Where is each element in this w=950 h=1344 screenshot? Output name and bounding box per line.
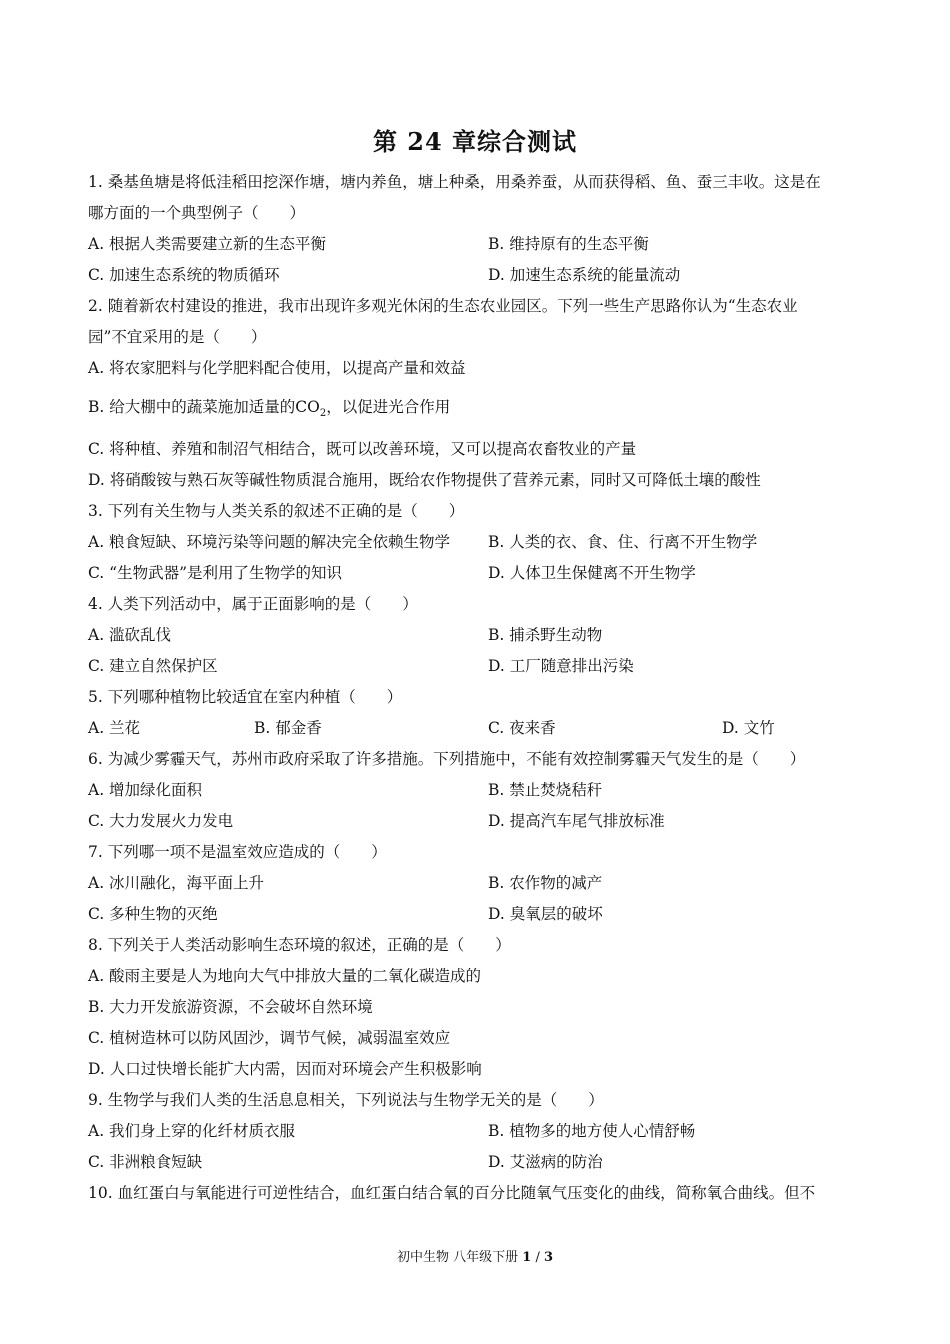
question-3-option-d: D. 人体卫生保健离不开生物学	[488, 564, 696, 582]
question-1-stem-line-2: 哪方面的一个典型例子（ ）	[88, 204, 306, 222]
question-4-stem: 4. 人类下列活动中，属于正面影响的是（ ）	[88, 595, 418, 613]
footer-subject: 初中生物 八年级下册	[396, 1250, 519, 1265]
question-1-option-b: B. 维持原有的生态平衡	[488, 235, 649, 253]
page-title: 第 24 章综合测试	[372, 127, 578, 156]
question-7-stem: 7. 下列哪一项不是温室效应造成的（ ）	[88, 843, 387, 861]
question-1-option-d: D. 加速生态系统的能量流动	[488, 266, 681, 284]
page-footer	[0, 1246, 950, 1265]
question-6-option-a: A. 增加绿化面积	[88, 781, 203, 799]
question-5-option-d: D. 文竹	[722, 719, 775, 737]
question-2-option-b	[88, 397, 450, 424]
question-1-option-a: A. 根据人类需要建立新的生态平衡	[88, 235, 327, 253]
question-8-option-b: B. 大力开发旅游资源，不会破坏自然环境	[88, 998, 373, 1016]
question-6-option-c: C. 大力发展火力发电	[88, 812, 234, 830]
question-2-option-b-tail: ，以促进光合作用	[326, 398, 451, 416]
question-2-option-b-text: B. 给大棚中的蔬菜施加适量的CO	[88, 398, 320, 416]
question-3-option-a: A. 粮食短缺、环境污染等问题的解决完全依赖生物学	[88, 533, 451, 551]
question-7-option-c: C. 多种生物的灭绝	[88, 905, 218, 923]
question-10-stem: 10. 血红蛋白与氧能进行可逆性结合，血红蛋白结合氧的百分比随氧气压变化的曲线，简称氧合曲线。但不	[88, 1184, 816, 1202]
question-9-option-c: C. 非洲粮食短缺	[88, 1153, 203, 1171]
footer-separator: /	[531, 1250, 544, 1265]
question-9-option-a: A. 我们身上穿的化纤材质衣服	[88, 1122, 296, 1140]
question-6-stem: 6. 为减少雾霾天气，苏州市政府采取了许多措施。下列措施中，不能有效控制雾霾天气发生的是（ ）	[88, 750, 806, 768]
question-5-stem: 5. 下列哪种植物比较适宜在室内种植（ ）	[88, 688, 403, 706]
question-2-stem-line-1: 2. 随着新农村建设的推进，我市出现许多观光休闲的生态农业园区。下列一些生产思路你认为“生态农业	[88, 297, 798, 315]
question-2-stem-line-2: 园”不宜采用的是（ ）	[88, 328, 267, 346]
question-6-option-b: B. 禁止焚烧秸秆	[488, 781, 603, 799]
question-9-option-b: B. 植物多的地方使人心情舒畅	[488, 1122, 696, 1140]
question-8-option-d: D. 人口过快增长能扩大内需，因而对环境会产生积极影响	[88, 1060, 482, 1078]
question-5-option-c: C. 夜来香	[488, 719, 556, 737]
question-9-stem: 9. 生物学与我们人类的生活息息相关，下列说法与生物学无关的是（ ）	[88, 1091, 604, 1109]
question-6-option-d: D. 提高汽车尾气排放标准	[488, 812, 665, 830]
question-5-option-a: A. 兰花	[88, 719, 141, 737]
co2-subscript: 2	[319, 408, 327, 420]
question-3-option-c: C. “生物武器”是利用了生物学的知识	[88, 564, 343, 582]
question-1-option-c: C. 加速生态系统的物质循环	[88, 266, 280, 284]
question-2-option-a: A. 将农家肥料与化学肥料配合使用，以提高产量和效益	[88, 359, 466, 377]
question-4-option-a: A. 滥砍乱伐	[88, 626, 172, 644]
question-8-stem: 8. 下列关于人类活动影响生态环境的叙述，正确的是（ ）	[88, 936, 511, 954]
question-1-stem-line-1: 1. 桑基鱼塘是将低洼稻田挖深作塘，塘内养鱼，塘上种桑，用桑养蚕，从而获得稻、鱼、蚕三丰收。这是在	[88, 173, 821, 191]
question-4-option-c: C. 建立自然保护区	[88, 657, 218, 675]
footer-page-total: 3	[543, 1250, 554, 1265]
question-3-stem: 3. 下列有关生物与人类关系的叙述不正确的是（ ）	[88, 502, 465, 520]
footer-page-number: 1	[522, 1250, 532, 1265]
question-3-option-b: B. 人类的衣、食、住、行离不开生物学	[488, 533, 758, 551]
question-7-option-b: B. 农作物的减产	[488, 874, 603, 892]
question-2-option-d: D. 将硝酸铵与熟石灰等碱性物质混合施用，既给农作物提供了营养元素，同时又可降低土壤的酸性	[88, 471, 761, 489]
question-8-option-c: C. 植树造林可以防风固沙，调节气候，减弱温室效应	[88, 1029, 451, 1047]
question-4-option-b: B. 捕杀野生动物	[488, 626, 603, 644]
question-4-option-d: D. 工厂随意排出污染	[488, 657, 634, 675]
question-5-option-b: B. 郁金香	[254, 719, 322, 737]
question-7-option-d: D. 臭氧层的破坏	[488, 905, 603, 923]
question-2-option-c: C. 将种植、养殖和制沼气相结合，既可以改善环境，又可以提高农畜牧业的产量	[88, 440, 637, 458]
question-8-option-a: A. 酸雨主要是人为地向大气中排放大量的二氧化碳造成的	[88, 967, 482, 985]
question-9-option-d: D. 艾滋病的防治	[488, 1153, 603, 1171]
question-7-option-a: A. 冰川融化，海平面上升	[88, 874, 265, 892]
